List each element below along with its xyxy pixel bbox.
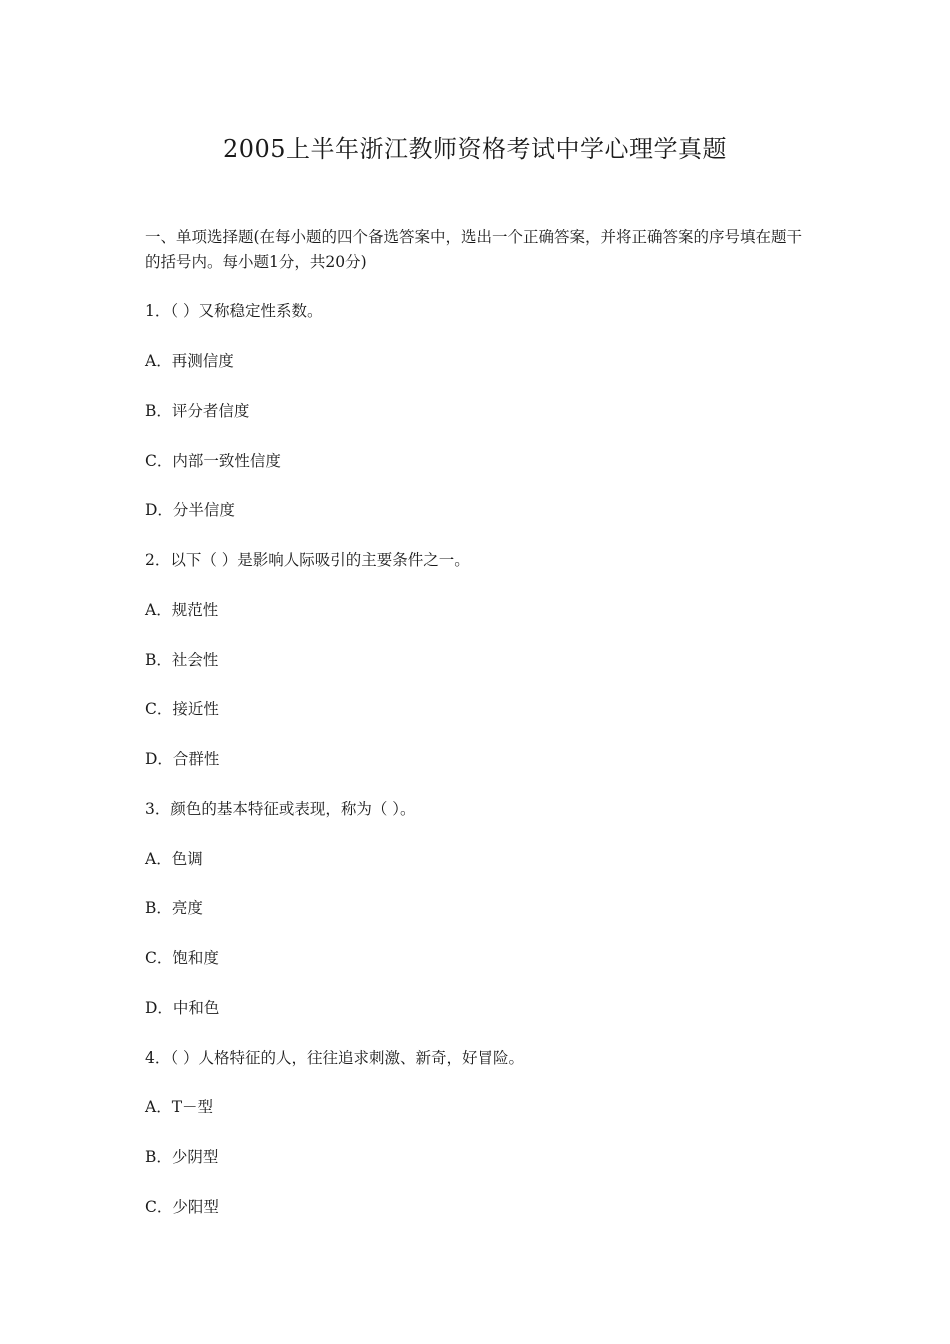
option-c: C．接近性	[145, 700, 219, 718]
option-d: D．合群性	[145, 750, 220, 768]
question-stem: 4．（ ）人格特征的人，往往追求刺激、新奇，好冒险。	[145, 1049, 525, 1067]
option-a: A．规范性	[145, 601, 219, 619]
document-title: 2005上半年浙江教师资格考试中学心理学真题	[222, 135, 728, 163]
option-c: C．内部一致性信度	[145, 452, 281, 470]
option-b: B．评分者信度	[145, 402, 250, 420]
option-d: D．中和色	[145, 999, 220, 1017]
option-b: B．亮度	[145, 899, 203, 917]
option-a: A．T－型	[145, 1098, 214, 1116]
question-stem: 2．以下（ ）是影响人际吸引的主要条件之一。	[145, 551, 470, 569]
option-a: A．再测信度	[145, 352, 234, 370]
option-d: D．分半信度	[145, 501, 235, 519]
section-instructions: 一、单项选择题(在每小题的四个备选答案中，选出一个正确答案，并将正确答案的序号填在题干的括号内。每小题1分，共20分)	[145, 228, 803, 271]
option-c: C．少阳型	[145, 1198, 219, 1216]
option-b: B．社会性	[145, 651, 219, 669]
option-b: B．少阴型	[145, 1148, 219, 1166]
option-a: A．色调	[145, 850, 203, 868]
option-c: C．饱和度	[145, 949, 219, 967]
question-stem: 1．（ ）又称稳定性系数。	[145, 302, 323, 320]
question-stem: 3．颜色的基本特征或表现，称为（ ）。	[145, 800, 416, 818]
